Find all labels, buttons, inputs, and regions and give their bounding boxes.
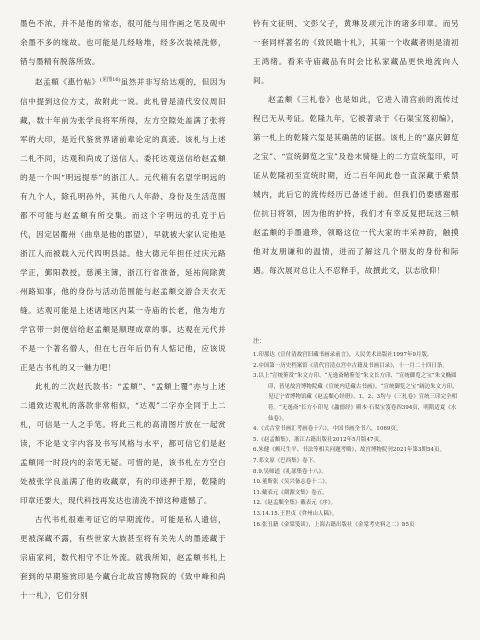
endnote: 6.朱健《颇尺生平、书法等相关问题考略》，故宫博物院刊2021年第3期54页。 xyxy=(253,447,446,454)
endnote: 7.邓文原《巴西集》卷下。 xyxy=(253,457,319,464)
left-paragraph-3: 此札的二次赵氏款书：“孟頫”、“孟頫上覆”亦与上述二通致达观札的落款非常相似，“达观”二字亦全同于上二札，可信是一人之手笔。将此三札的高清图片放在一起赏读，不论是文字内容及书写风格与水平，都可信它们是赵孟頫同一时段内的亲笔无疑。可惜的是，该书札左方空白处被张学良盖满了他的收藏章，有的印迹押于原，乾隆的印章还要大，现代科技再发达也清洗不掉这种遗憾了。 xyxy=(20,381,226,505)
figure-reference: (见图16) xyxy=(99,77,121,83)
right-column xyxy=(253,14,459,280)
left-paragraph-1: 墨色不浓，并不是他的常态，很可能与用作画之笔及砚中余墨不多的缘故。也可能是几经啥堆，经多次装裱洗修，错与墨精有脱落所致。 xyxy=(20,19,226,66)
left-paragraph-4: 古代书札很难考证它的早期流传。可能是私人遗信，更被深藏不露，有些世家大族甚至将有关先人的墨迹藏于宗庙家祠，数代相守不让外流。就我所知，赵孟頫书札上套到的早期鉴赏印是今藏台北故宫博物院的《致中峰和尚十一札》，它们分别 xyxy=(20,514,226,600)
endnote: 12.《赵孟頫全集》戴表元《序》。 xyxy=(253,500,337,507)
endnote: 11.戴表元《剡源文集》卷五。 xyxy=(253,489,328,496)
endnotes xyxy=(253,336,459,530)
endnote: 5.《赵孟頫集》，浙江古籍出版社2012年5月版47页。 xyxy=(253,436,385,443)
endnote: 10.董斯张《吴兴备志卷十二》。 xyxy=(253,479,331,486)
endnote: 4.《式古堂书画汇考画卷十六》，中国书画全书六，1069页。 xyxy=(253,426,402,433)
letter-title: 赵孟頫《惠竹帖》 xyxy=(35,77,100,87)
endnote: 16.张丑籍《金棠笺谈》，上海古籍出版社《金棠考史料之二》85页 xyxy=(253,521,415,528)
right-paragraph-1: 钤有文征明、文彭父子，黄琳及项元汴的诸多印章。而另一套同样著名的《致民瞻十札》，其第一个收藏者则是清初王鸿绪。看来寺庙藏品有时会比私家藏品更快地流向人间。 xyxy=(253,19,459,85)
left-paragraph-2 xyxy=(20,71,226,377)
endnote: 13.14.15.王世贞《弇州山人稿》。 xyxy=(253,510,338,517)
letter-discussion: 虽然并非写给达观的，但因为信中提到这位方丈，故附此一说。此札曾是清代安仪周旧藏，数十年前为张学良将军所得，左方空隙处盖满了张将军的大印，是近代鉴赏界诸前辈论定的真迹。该札与上述二札不同，达观和尚成了送信人。委托达观送信给赵孟頫的是一个叫“明远提举”的浙江人。元代稍有名望学明远的有九个人，除孔明孙外，其他八人年龄、身份及生活范围都不可能与赵孟頫有所交集。而这个字明远的孔克于后代，因定居衢州（曲阜是他的郡望），早就被大家认定他是浙江人而被载入元代四明县誌。他大德元年担任过庆元路学正，鄞阳教授，慈溪主簿，浙江行省准备，延祐间除黄州路知事，他的身份与活动范围能与赵孟頫交游合天衣无缝。达观可能是上述诸地区内某一寺庙的长老，他为地方学官带一封便信给赵孟頫是顺理成章的事。达观在元代并不是一个著名僧人，但在七百年后仍有人惦记他，应该说正是古书札的又一魅力吧！ xyxy=(20,77,226,372)
endnote: 1.印那达《宣付清故宫旧藏书画录前言》，人民美术出版社1997年9月版。 xyxy=(253,352,433,358)
left-column xyxy=(20,14,226,605)
endnote: 8.9.吴师道《礼部集卷十八》。 xyxy=(253,468,327,475)
endnote: 2.中国第一历史档案馆《清代宫清点宫中古籍及书画目录》，十一月二十四日条。 xyxy=(253,362,448,369)
right-paragraph-2: 赵孟頫《三札卷》也是如此，它进入清宫前的流传过程已无从考证。乾隆九年，它被著录于《石渠宝笈初编》，第一札上的乾隆六玺是其确凿的证据。该札上的“嘉庆御览之宝”、“宣统御览之宝”及卷末骑缝上的二方宣统玺印，可证从乾隆初至宣统时期，近二百年间此卷一直深藏于紫禁城内，此后它的流传经历已备述于前。但我们仍要感谢那位抗日将领，因为他的护持，我们才有幸反复把玩这三帧赵孟頫的手墨遗珍，领略这位一代大家的丰采神韵，触摸他对友朋谦和的温情，进而了解这几个朋友的身份和际遇。每次展对总让人不忍释手，故撰此文，以志欣仰！ xyxy=(253,95,459,275)
endnotes-heading: 注： xyxy=(253,338,266,345)
endnote: 3.以上“宣统鉴赏”朱文方印、“无逸斋精鉴玺”朱文长方印、“宣统御览之宝”朱文椭圆印，皆见故宫博物院藏《宣统内廷藏古书画》。“宣统御览之宝”阔边朱文方印，见辽宁省博物馆藏《赵孟頫心经册》。1、2、3均与《三札卷》宣统三印完全相符。“无逸斋”长方小印见《蠡德经》殿本·石渠宝笈卷四394页，明隋适夏《水仙卷》。 xyxy=(253,373,458,422)
